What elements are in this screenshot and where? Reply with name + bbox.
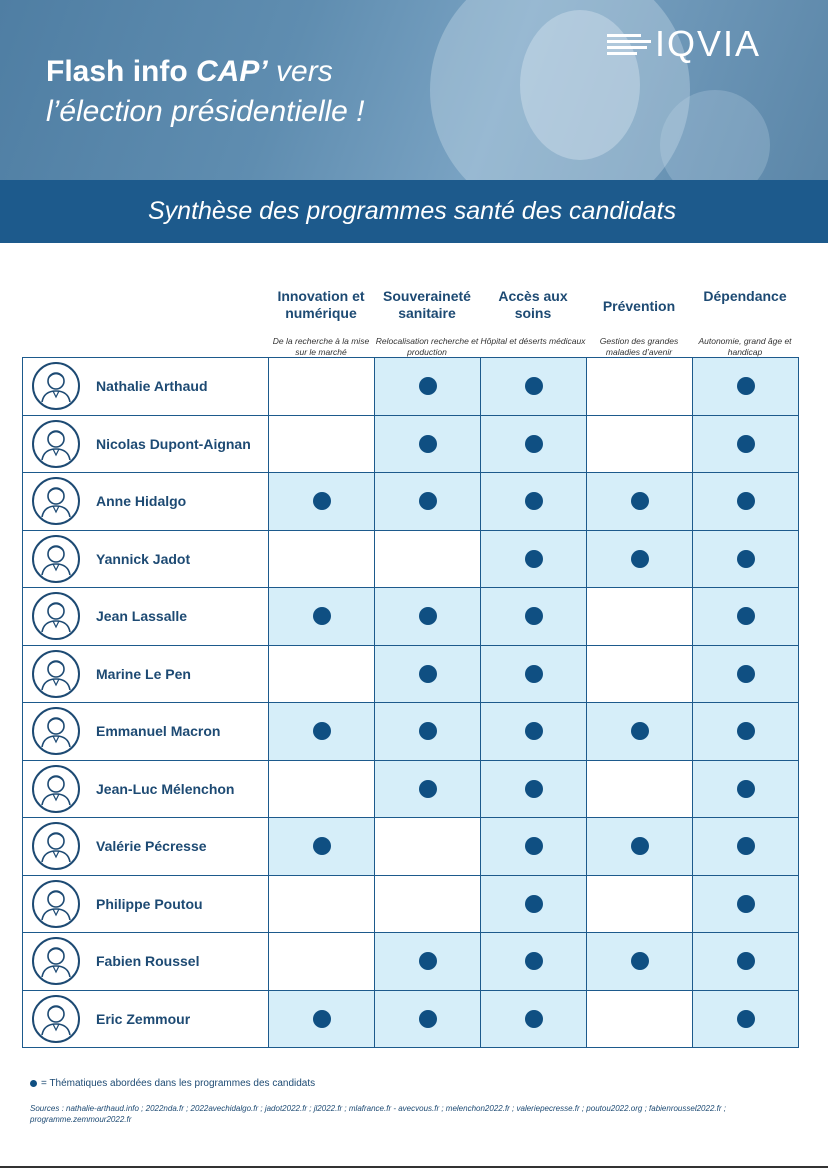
candidate-portrait-icon [32,880,80,928]
theme-cell [269,761,375,819]
theme-cell [481,703,587,761]
theme-cell [587,761,693,819]
candidate-name: Anne Hidalgo [96,493,187,510]
candidate-name: Nathalie Arthaud [96,378,208,395]
theme-cell [693,876,799,934]
candidate-name: Fabien Roussel [96,953,200,970]
theme-dot-icon [631,492,649,510]
candidate-portrait-icon [32,707,80,755]
table-row [23,531,799,589]
title-part-2: CAP’ [196,55,268,88]
theme-cell [587,703,693,761]
theme-dot-icon [419,665,437,683]
candidate-name: Yannick Jadot [96,550,191,567]
candidate-cell [23,416,269,474]
table-row [23,416,799,474]
theme-dot-icon [737,492,755,510]
theme-cell [693,991,799,1049]
candidate-cell [23,761,269,819]
candidate-name: Eric Zemmour [96,1010,191,1027]
iqvia-logo [607,23,792,64]
theme-dot-icon [737,377,755,395]
table-row [23,473,799,531]
theme-dot-icon [737,952,755,970]
theme-cell [587,818,693,876]
table-row [23,588,799,646]
theme-dot-icon [419,607,437,625]
candidate-portrait-icon [32,995,80,1043]
theme-cell [481,646,587,704]
theme-cell [375,818,481,876]
title-line-2: l’élection présidentielle ! [46,95,365,128]
sources-note: Sources : nathalie-arthaud.info ; 2022nda.fr ; 2022avechidalgo.fr ; jadot2022.fr ; jl2022.fr ; mlafrance.fr - avecvous.fr ; melenchon2022.fr ; valeriepecresse.fr ; poutou2022.org ; fabienroussel2022.fr ; programme.zemmour2022.fr [30,1104,726,1124]
theme-dot-icon [525,377,543,395]
theme-cell [587,933,693,991]
title-part-3: vers [276,55,333,88]
table-row [23,818,799,876]
theme-cell [481,818,587,876]
candidate-portrait-icon [32,765,80,813]
theme-dot-icon [525,952,543,970]
bottom-divider [0,1166,828,1168]
theme-dot-icon [525,435,543,453]
theme-cell [269,588,375,646]
subtitle-banner: Synthèse des programmes santé des candidats [0,180,828,243]
legend-dot-icon [30,1080,37,1087]
column-subtitle: Relocalisation recherche et production [375,336,479,357]
candidate-portrait-icon [32,937,80,985]
theme-cell [375,761,481,819]
theme-cell [587,588,693,646]
theme-dot-icon [313,1010,331,1028]
theme-dot-icon [631,837,649,855]
theme-cell [375,876,481,934]
theme-cell [375,991,481,1049]
candidate-portrait-icon [32,650,80,698]
table-row [23,991,799,1049]
column-header: Accès aux soins [498,288,568,321]
table-row [23,703,799,761]
column-header: Prévention [602,298,676,314]
hero-banner [0,0,828,180]
theme-cell [693,531,799,589]
theme-cell [587,531,693,589]
theme-cell [587,646,693,704]
theme-dot-icon [525,895,543,913]
column-header: Dépendance [703,288,787,304]
candidate-name: Emmanuel Macron [96,723,221,740]
table-row [23,358,799,416]
column-subtitle: Autonomie, grand âge et handicap [698,336,792,357]
theme-dot-icon [419,435,437,453]
candidate-portrait-icon [32,420,80,468]
candidate-name: Nicolas Dupont-Aignan [96,435,251,452]
theme-cell [587,358,693,416]
theme-cell [375,358,481,416]
candidate-cell [23,703,269,761]
theme-cell [693,761,799,819]
theme-dot-icon [737,665,755,683]
theme-cell [375,933,481,991]
theme-cell [693,588,799,646]
logo-text: IQVIA [655,23,762,64]
theme-cell [481,531,587,589]
theme-cell [375,473,481,531]
theme-dot-icon [737,1010,755,1028]
theme-cell [693,473,799,531]
candidate-portrait-icon [32,822,80,870]
logo-lines-icon [607,34,651,55]
theme-cell [375,646,481,704]
theme-dot-icon [313,837,331,855]
candidate-name: Philippe Poutou [96,895,203,912]
theme-cell [481,761,587,819]
theme-cell [269,703,375,761]
theme-dot-icon [631,550,649,568]
theme-dot-icon [737,895,755,913]
theme-dot-icon [525,780,543,798]
candidate-cell [23,991,269,1049]
theme-dot-icon [631,722,649,740]
column-subtitle: Hôpital et déserts médicaux [480,336,586,346]
theme-dot-icon [313,607,331,625]
theme-cell [269,991,375,1049]
theme-dot-icon [419,1010,437,1028]
legend [30,1078,315,1089]
candidate-cell [23,818,269,876]
theme-cell [693,703,799,761]
theme-dot-icon [525,607,543,625]
candidate-cell [23,588,269,646]
theme-cell [269,933,375,991]
theme-dot-icon [419,780,437,798]
theme-cell [587,473,693,531]
theme-dot-icon [631,952,649,970]
table-row [23,761,799,819]
candidate-portrait-icon [32,477,80,525]
theme-cell [481,588,587,646]
theme-cell [693,358,799,416]
theme-cell [375,416,481,474]
theme-dot-icon [419,377,437,395]
theme-cell [587,991,693,1049]
theme-cell [481,933,587,991]
candidate-name: Valérie Pécresse [96,838,207,855]
theme-cell [269,416,375,474]
theme-dot-icon [419,492,437,510]
theme-cell [269,818,375,876]
theme-cell [481,358,587,416]
theme-cell [693,646,799,704]
theme-dot-icon [737,837,755,855]
candidate-cell [23,531,269,589]
theme-dot-icon [525,492,543,510]
candidate-name: Jean-Luc Mélenchon [96,780,235,797]
theme-cell [269,876,375,934]
theme-cell [693,416,799,474]
candidate-name: Jean Lassalle [96,608,188,625]
column-subtitle: De la recherche à la mise sur le marché [272,336,370,357]
theme-dot-icon [419,952,437,970]
theme-dot-icon [737,435,755,453]
theme-cell [693,818,799,876]
column-subtitle: Gestion des grandes maladies d’avenir [599,336,679,357]
table-row [23,876,799,934]
column-header: Innovation et numérique [277,288,365,321]
theme-cell [587,416,693,474]
theme-cell [375,588,481,646]
theme-dot-icon [525,837,543,855]
theme-cell [269,473,375,531]
candidate-cell [23,646,269,704]
theme-dot-icon [313,492,331,510]
candidate-cell [23,358,269,416]
title-part-1: Flash info [46,55,188,88]
theme-dot-icon [737,607,755,625]
theme-cell [481,876,587,934]
candidate-portrait-icon [32,535,80,583]
candidate-cell [23,473,269,531]
theme-dot-icon [313,722,331,740]
table-row [23,646,799,704]
candidate-portrait-icon [32,362,80,410]
candidate-name: Marine Le Pen [96,665,191,682]
theme-cell [375,531,481,589]
theme-cell [481,991,587,1049]
candidate-table [22,357,799,1048]
candidate-cell [23,933,269,991]
theme-dot-icon [737,550,755,568]
column-header: Souveraineté sanitaire [383,288,471,321]
theme-cell [269,531,375,589]
page-title [46,52,365,132]
theme-dot-icon [419,722,437,740]
theme-dot-icon [525,665,543,683]
theme-cell [587,876,693,934]
candidate-cell [23,876,269,934]
theme-cell [481,416,587,474]
theme-cell [693,933,799,991]
theme-dot-icon [737,780,755,798]
table-row [23,933,799,991]
candidate-portrait-icon [32,592,80,640]
theme-dot-icon [525,722,543,740]
theme-cell [375,703,481,761]
legend-text: = Thématiques abordées dans les programmes des candidats [41,1078,316,1089]
theme-dot-icon [737,722,755,740]
theme-cell [269,646,375,704]
theme-dot-icon [525,550,543,568]
theme-cell [269,358,375,416]
theme-dot-icon [525,1010,543,1028]
theme-cell [481,473,587,531]
